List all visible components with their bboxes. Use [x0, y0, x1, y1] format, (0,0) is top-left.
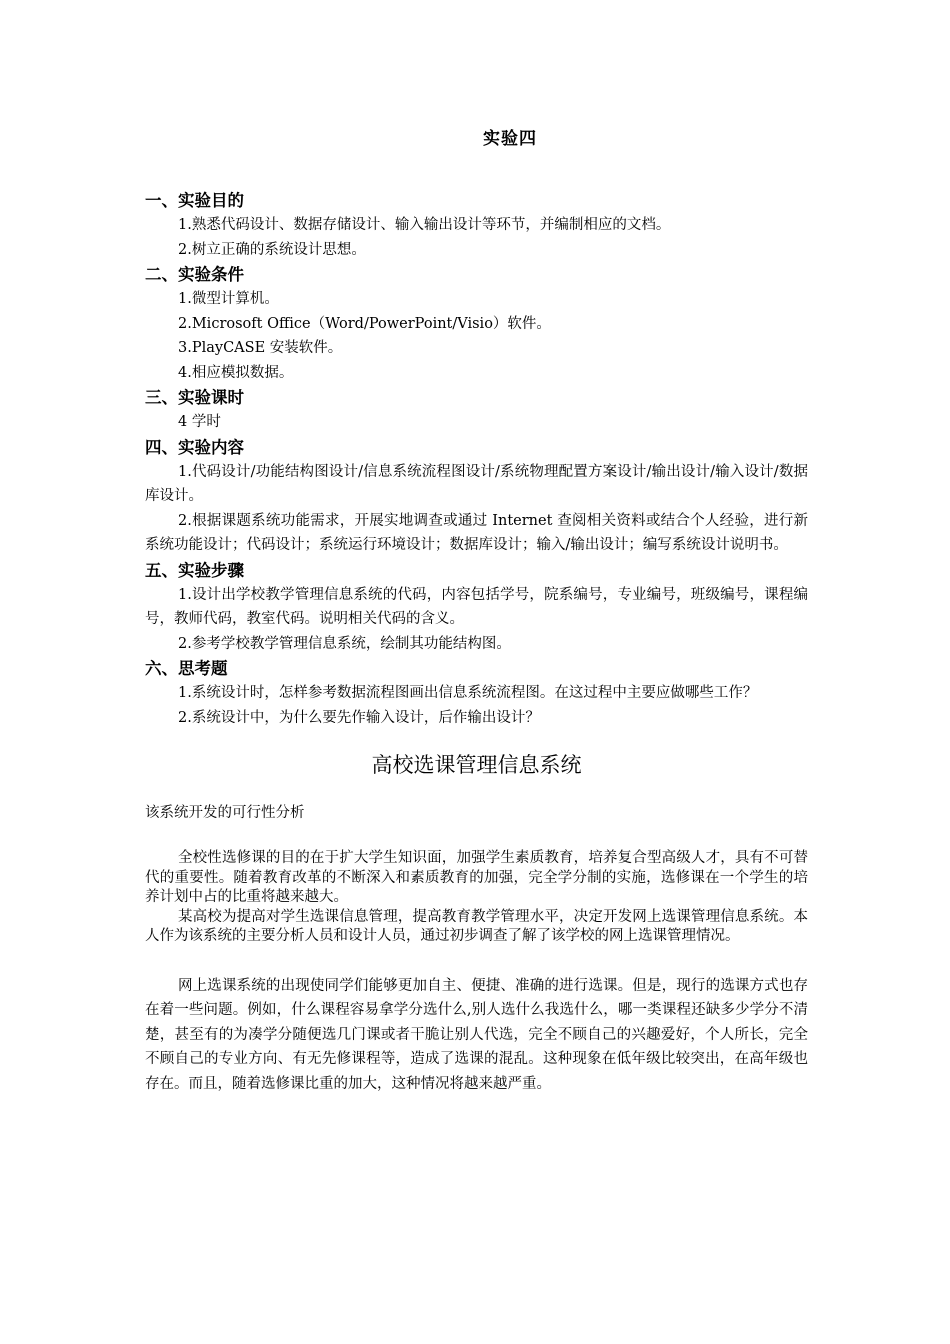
section-questions — [145, 656, 808, 730]
section-item: 2.参考学校教学管理信息系统，绘制其功能结构图。 — [178, 635, 511, 652]
document-body — [145, 188, 808, 1096]
section-heading: 一、实验目的 — [145, 191, 244, 210]
section-heading: 四、实验内容 — [145, 437, 244, 457]
section-heading: 五、实验步骤 — [145, 560, 244, 580]
system-subtitle: 该系统开发的可行性分析 — [145, 805, 305, 821]
section-heading: 二、实验条件 — [145, 265, 244, 284]
section-item: 4 学时 — [178, 414, 221, 430]
section-item: 1.微型计算机。 — [178, 291, 279, 307]
section-heading: 三、实验课时 — [145, 388, 244, 407]
section-item: 1.系统设计时，怎样参考数据流程图画出信息系统流程图。在这过程中主要应做哪些工作？ — [178, 685, 758, 701]
section-heading: 六、思考题 — [145, 659, 228, 678]
section-conditions — [145, 262, 808, 385]
section-item: 1.熟悉代码设计、数据存储设计、输入输出设计等环节，并编制相应的文档。 — [178, 217, 671, 233]
section-item: 2.根据课题系统功能需求，开展实地调查或通过 Internet 查阅相关资料或结合个人经验，进行新系统功能设计；代码设计；系统运行环境设计；数据库设计；输入/输出设计；编写系统设计说明书。 — [145, 512, 808, 553]
section-content — [145, 435, 808, 558]
section-item: 2.树立正确的系统设计思想。 — [178, 241, 366, 258]
section-steps — [145, 558, 808, 657]
system-title: 高校选课管理信息系统 — [371, 753, 582, 777]
section-item: 2.Microsoft Office（Word/PowerPoint/Visio）软件。 — [178, 315, 551, 332]
system-paragraph: 某高校为提高对学生选课信息管理，提高教育教学管理水平，决定开发网上选课管理信息系统。本人作为该系统的主要分析人员和设计人员，通过初步调查了解了该学校的网上选课管理情况。 — [145, 908, 808, 944]
section-item: 1.代码设计/功能结构图设计/信息系统流程图设计/系统物理配置方案设计/输出设计/输入设计/数据库设计。 — [145, 463, 808, 504]
section-item: 2.系统设计中，为什么要先作输入设计，后作输出设计？ — [178, 709, 540, 726]
section-purpose — [145, 188, 808, 262]
document-title: 实验四 — [483, 129, 537, 149]
section-item: 3.PlayCASE 安装软件。 — [178, 340, 343, 356]
section-hours — [145, 385, 808, 435]
system-paragraph: 网上选课系统的出现使同学们能够更加自主、便捷、准确的进行选课。但是，现行的选课方式也存在着一些问题。例如，什么课程容易拿学分选什么,别人选什么我选什么，哪一类课程还缺多少学分不清楚，甚至有的为凑学分随便选几门课或者干脆让别人代选，完全不顾自己的兴趣爱好，个人所长，完全不顾自己的专业方向、有无先修课程等，造成了选课的混乱。这种现象在低年级比较突出，在高年级也存在。而且，随着选修课比重的加大，这种情况将越来越严重。 — [145, 977, 808, 1092]
section-item: 1.设计出学校教学管理信息系统的代码，内容包括学号，院系编号，专业编号，班级编号，课程编号，教师代码，教室代码。说明相关代码的含义。 — [145, 586, 808, 627]
section-item: 4.相应模拟数据。 — [178, 364, 294, 381]
system-paragraph: 全校性选修课的目的在于扩大学生知识面，加强学生素质教育，培养复合型高级人才，具有不可替代的重要性。随着教育改革的不断深入和素质教育的加强，完全学分制的实施，选修课在一个学生的培养计划中占的比重将越来越大。 — [145, 850, 808, 905]
